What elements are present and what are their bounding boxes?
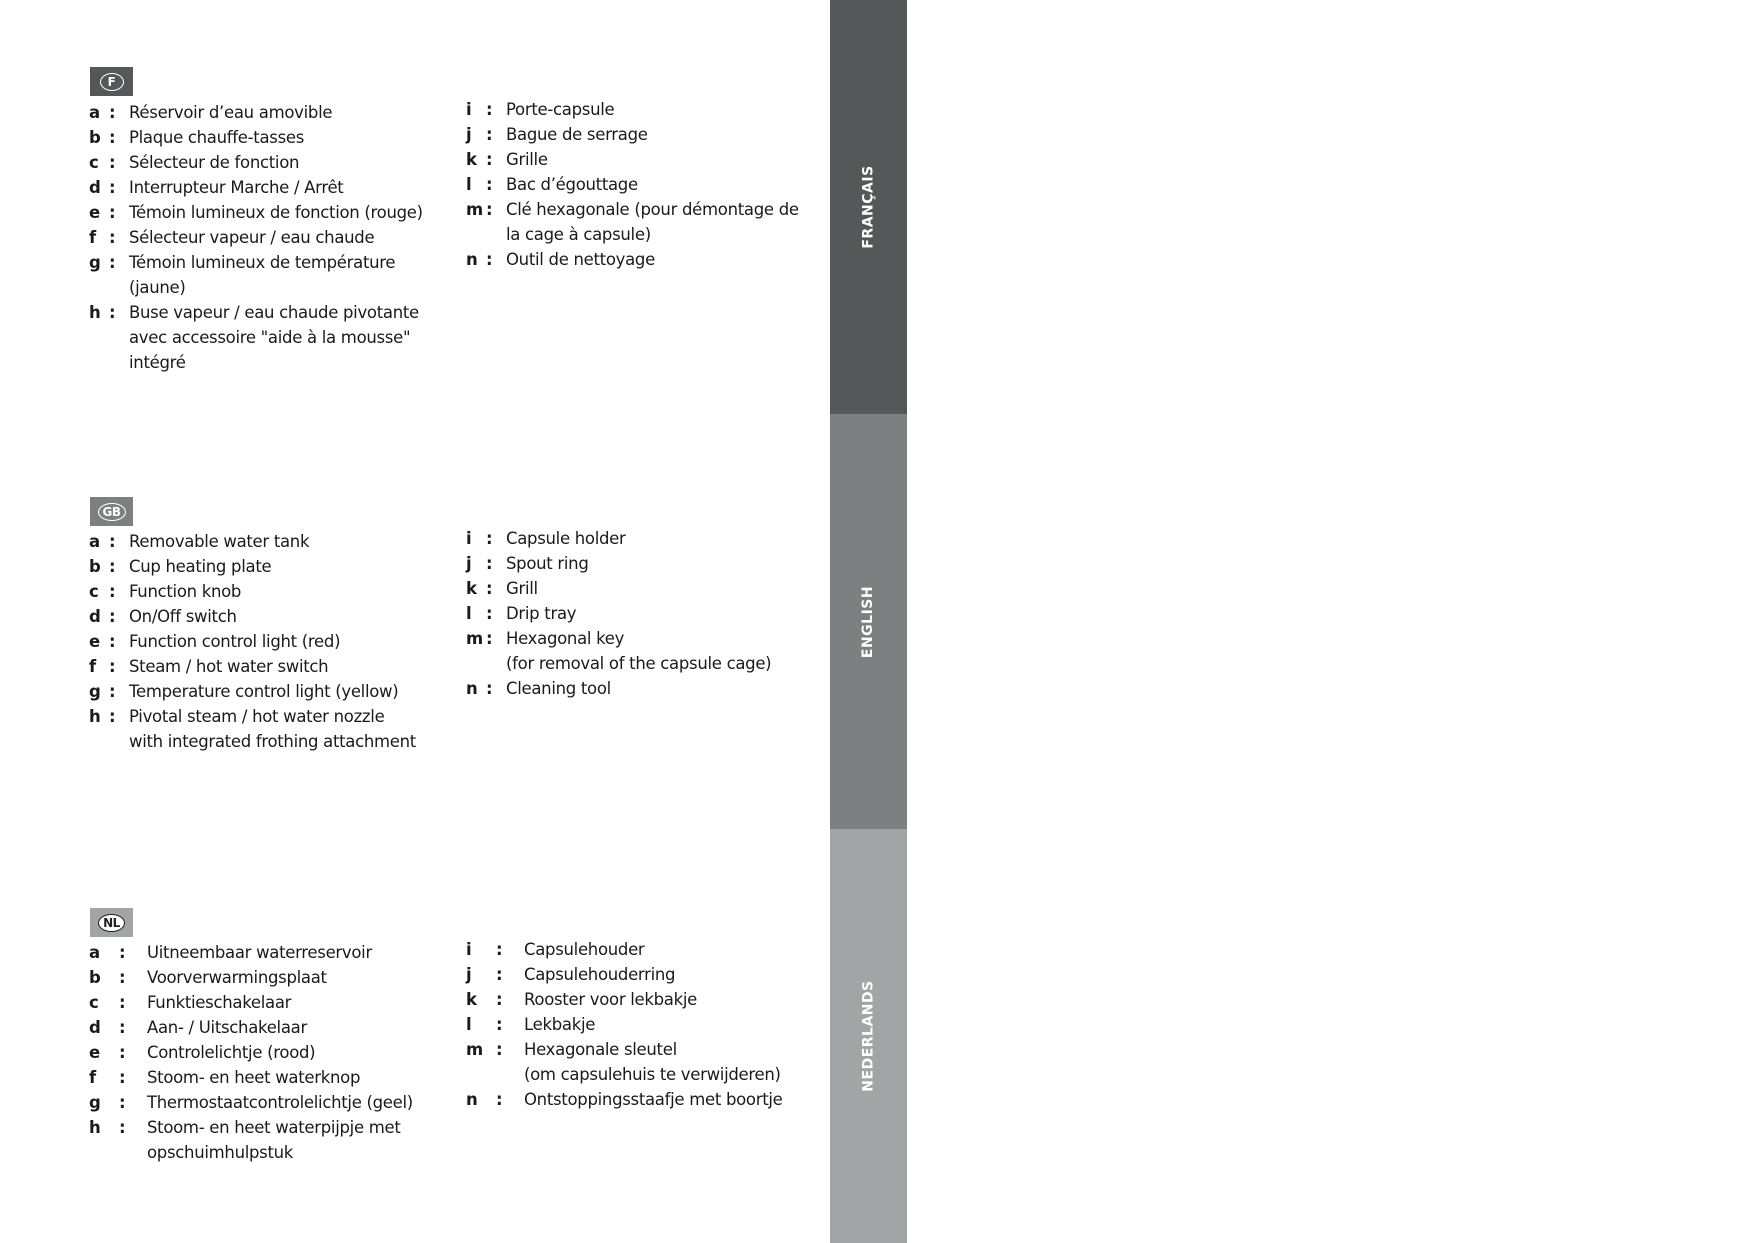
item-text: Drip tray [506, 604, 577, 623]
list-item [89, 250, 449, 300]
list-item [466, 147, 806, 172]
list-item [89, 940, 449, 965]
list-item [89, 175, 449, 200]
badge-label: NL [98, 914, 125, 932]
list-item [89, 1040, 449, 1065]
list-item [466, 962, 806, 987]
item-letter: l [466, 604, 472, 623]
item-colon: : [496, 1015, 503, 1034]
list-item [89, 150, 449, 175]
item-text: Interrupteur Marche / Arrêt [129, 178, 344, 197]
item-letter: c [89, 582, 99, 601]
list-item [466, 526, 806, 551]
item-text: Function control light (red) [129, 632, 341, 651]
tab-label: ENGLISH [860, 585, 877, 658]
list-item [89, 200, 449, 225]
item-text: Sélecteur vapeur / eau chaude [129, 228, 375, 247]
list-item [466, 551, 806, 576]
item-letter: g [89, 1093, 101, 1112]
item-letter: j [466, 554, 472, 573]
item-colon: : [119, 1043, 126, 1062]
list-item [466, 987, 806, 1012]
item-letter: f [89, 228, 97, 247]
item-letter: i [466, 100, 472, 119]
item-colon: : [486, 150, 493, 169]
item-text: Aan- / Uitschakelaar [147, 1018, 307, 1037]
item-text: Voorverwarmingsplaat [147, 968, 327, 987]
item-letter: g [89, 682, 101, 701]
item-letter: b [89, 557, 101, 576]
item-colon: : [496, 990, 503, 1009]
item-text: Lekbakje [524, 1015, 596, 1034]
item-colon: : [486, 200, 493, 219]
item-letter: c [89, 153, 99, 172]
item-text: Bac d’égouttage [506, 175, 638, 194]
item-text: Grille [506, 150, 548, 169]
item-colon: : [486, 250, 493, 269]
item-colon: : [486, 629, 493, 648]
list-item [466, 576, 806, 601]
item-colon: : [109, 557, 116, 576]
item-text: Hexagonale sleutel (om capsulehuis te verwijderen) [524, 1040, 781, 1084]
item-letter: l [466, 1015, 472, 1034]
list-item [89, 125, 449, 150]
list-item [466, 122, 806, 147]
item-text: Témoin lumineux de fonction (rouge) [129, 203, 423, 222]
item-letter: i [466, 940, 472, 959]
language-tab-francais[interactable] [830, 0, 907, 414]
item-letter: b [89, 128, 101, 147]
item-colon: : [119, 1093, 126, 1112]
item-colon: : [119, 1068, 126, 1087]
item-text: Capsulehouderring [524, 965, 676, 984]
item-colon: : [109, 707, 116, 726]
list-item [466, 197, 806, 247]
item-colon: : [109, 128, 116, 147]
list-item [89, 1090, 449, 1115]
item-letter: e [89, 1043, 101, 1062]
item-letter: m [466, 200, 484, 219]
list-item [89, 990, 449, 1015]
item-text: Steam / hot water switch [129, 657, 329, 676]
item-letter: a [89, 532, 101, 551]
item-letter: n [466, 1090, 478, 1109]
item-text: Uitneembaar waterreservoir [147, 943, 372, 962]
list-item [89, 629, 449, 654]
item-colon: : [486, 679, 493, 698]
item-text: Outil de nettoyage [506, 250, 655, 269]
item-letter: d [89, 607, 101, 626]
list-item [89, 300, 449, 375]
item-colon: : [109, 607, 116, 626]
list-item [466, 601, 806, 626]
list-item [466, 247, 806, 272]
language-tab-english[interactable] [830, 414, 907, 829]
list-item [89, 965, 449, 990]
parts-list-fr-right [466, 97, 806, 272]
item-letter: k [466, 150, 477, 169]
item-text: Cleaning tool [506, 679, 611, 698]
item-letter: d [89, 178, 101, 197]
parts-list-nl-left [89, 940, 449, 1165]
list-item [466, 1012, 806, 1037]
item-colon: : [119, 943, 126, 962]
item-colon: : [109, 203, 116, 222]
item-letter: h [89, 1118, 101, 1137]
item-text: Capsule holder [506, 529, 626, 548]
tab-label: FRANÇAIS [860, 165, 877, 249]
item-letter: j [466, 125, 472, 144]
item-colon: : [109, 178, 116, 197]
item-colon: : [119, 1018, 126, 1037]
item-letter: f [89, 657, 97, 676]
tab-label: NEDERLANDS [860, 980, 877, 1092]
item-colon: : [486, 579, 493, 598]
item-text: Stoom- en heet waterpijpje met opschuimhulpstuk [147, 1118, 401, 1162]
item-colon: : [486, 554, 493, 573]
item-colon: : [496, 940, 503, 959]
item-text: Porte-capsule [506, 100, 615, 119]
list-item [466, 937, 806, 962]
item-colon: : [109, 582, 116, 601]
item-letter: f [89, 1068, 97, 1087]
list-item [89, 704, 449, 754]
item-colon: : [119, 993, 126, 1012]
item-colon: : [119, 968, 126, 987]
list-item [89, 579, 449, 604]
list-item [89, 604, 449, 629]
item-letter: c [89, 993, 99, 1012]
item-letter: n [466, 679, 478, 698]
list-item [466, 172, 806, 197]
parts-list-gb-right [466, 526, 806, 701]
item-colon: : [496, 965, 503, 984]
item-text: Rooster voor lekbakje [524, 990, 698, 1009]
item-letter: g [89, 253, 101, 272]
item-letter: n [466, 250, 478, 269]
item-text: Témoin lumineux de température (jaune) [129, 253, 396, 297]
item-colon: : [486, 175, 493, 194]
list-item [89, 1115, 449, 1165]
list-item [89, 529, 449, 554]
item-colon: : [496, 1040, 503, 1059]
list-item [466, 626, 806, 676]
item-colon: : [109, 632, 116, 651]
item-colon: : [496, 1090, 503, 1109]
item-text: Cup heating plate [129, 557, 272, 576]
item-text: Bague de serrage [506, 125, 648, 144]
list-item [89, 654, 449, 679]
item-colon: : [486, 529, 493, 548]
item-colon: : [109, 103, 116, 122]
item-colon: : [486, 100, 493, 119]
item-letter: e [89, 632, 101, 651]
item-letter: j [466, 965, 472, 984]
item-text: Thermostaatcontrolelichtje (geel) [147, 1093, 413, 1112]
language-badge-fr [90, 67, 133, 96]
list-item [89, 679, 449, 704]
item-text: Réservoir d’eau amovible [129, 103, 333, 122]
item-letter: d [89, 1018, 101, 1037]
item-letter: h [89, 303, 101, 322]
item-text: Removable water tank [129, 532, 310, 551]
item-text: Capsulehouder [524, 940, 645, 959]
item-text: Buse vapeur / eau chaude pivotante avec accessoire "aide à la mousse" intégré [129, 303, 419, 372]
parts-list-gb-left [89, 529, 449, 754]
item-letter: m [466, 629, 484, 648]
item-text: Hexagonal key (for removal of the capsule cage) [506, 629, 772, 673]
item-letter: a [89, 943, 101, 962]
list-item [89, 225, 449, 250]
item-text: Sélecteur de fonction [129, 153, 300, 172]
item-letter: h [89, 707, 101, 726]
item-text: Funktieschakelaar [147, 993, 292, 1012]
item-letter: e [89, 203, 101, 222]
item-letter: k [466, 990, 477, 1009]
item-letter: k [466, 579, 477, 598]
badge-label: F [100, 73, 124, 91]
item-colon: : [109, 153, 116, 172]
item-colon: : [109, 253, 116, 272]
item-colon: : [109, 532, 116, 551]
item-text: Grill [506, 579, 538, 598]
list-item [89, 1015, 449, 1040]
list-item [466, 1037, 806, 1087]
list-item [89, 1065, 449, 1090]
item-text: Function knob [129, 582, 242, 601]
item-colon: : [119, 1118, 126, 1137]
item-colon: : [109, 682, 116, 701]
language-badge-nl [90, 908, 133, 937]
list-item [89, 100, 449, 125]
parts-list-fr-left [89, 100, 449, 375]
item-colon: : [486, 604, 493, 623]
item-colon: : [109, 657, 116, 676]
parts-list-nl-right [466, 937, 806, 1112]
list-item [466, 1087, 806, 1112]
item-text: Pivotal steam / hot water nozzle with integrated frothing attachment [129, 707, 416, 751]
item-text: On/Off switch [129, 607, 237, 626]
list-item [466, 676, 806, 701]
badge-label: GB [98, 503, 126, 521]
item-text: Stoom- en heet waterknop [147, 1068, 361, 1087]
item-text: Controlelichtje (rood) [147, 1043, 316, 1062]
item-letter: i [466, 529, 472, 548]
item-colon: : [109, 303, 116, 322]
item-colon: : [109, 228, 116, 247]
list-item [89, 554, 449, 579]
language-badge-gb [90, 497, 133, 526]
item-text: Clé hexagonale (pour démontage de la cage à capsule) [506, 200, 799, 244]
item-letter: l [466, 175, 472, 194]
item-letter: a [89, 103, 101, 122]
item-text: Spout ring [506, 554, 589, 573]
list-item [466, 97, 806, 122]
item-text: Temperature control light (yellow) [129, 682, 399, 701]
item-text: Ontstoppingsstaafje met boortje [524, 1090, 783, 1109]
item-letter: m [466, 1040, 484, 1059]
language-tab-nederlands[interactable] [830, 829, 907, 1243]
item-letter: b [89, 968, 101, 987]
item-colon: : [486, 125, 493, 144]
item-text: Plaque chauffe-tasses [129, 128, 305, 147]
